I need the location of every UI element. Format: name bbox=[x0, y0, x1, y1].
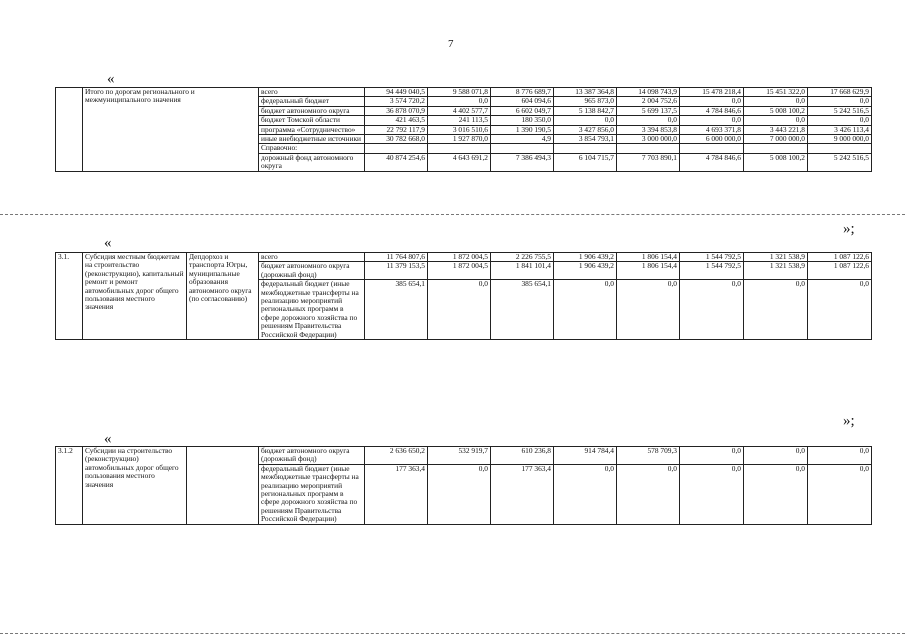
close-quote: »; bbox=[843, 413, 855, 429]
value-cell: 2 226 755,5 bbox=[491, 253, 554, 262]
value-cell: 8 776 689,7 bbox=[491, 88, 554, 97]
value-cell: 4 402 577,7 bbox=[428, 106, 491, 115]
value-cell: 0,0 bbox=[744, 464, 808, 524]
value-cell: 1 927 870,0 bbox=[428, 135, 491, 144]
value-cell: 0,0 bbox=[680, 447, 744, 465]
value-cell: 0,0 bbox=[744, 280, 808, 340]
value-cell: 94 449 040,5 bbox=[365, 88, 428, 97]
value-cell: 0,0 bbox=[680, 116, 744, 125]
funding-source: бюджет Томской области bbox=[259, 116, 365, 125]
value-cell bbox=[428, 144, 491, 153]
value-cell: 1 087 122,6 bbox=[808, 262, 872, 280]
value-cell: 578 709,3 bbox=[617, 447, 680, 465]
value-cell: 15 451 322,0 bbox=[744, 88, 808, 97]
value-cell: 2 004 752,6 bbox=[617, 97, 680, 106]
value-cell bbox=[491, 144, 554, 153]
value-cell: 914 784,4 bbox=[554, 447, 617, 465]
value-cell: 0,0 bbox=[554, 464, 617, 524]
value-cell: 0,0 bbox=[744, 116, 808, 125]
value-cell: 5 138 842,7 bbox=[554, 106, 617, 115]
page-number: 7 bbox=[448, 38, 454, 50]
value-cell: 15 478 218,4 bbox=[680, 88, 744, 97]
value-cell: 1 806 154,4 bbox=[617, 262, 680, 280]
value-cell: 7 000 000,0 bbox=[744, 135, 808, 144]
value-cell: 3 443 221,8 bbox=[744, 125, 808, 134]
table-row bbox=[56, 88, 872, 97]
value-cell: 3 394 853,8 bbox=[617, 125, 680, 134]
value-cell: 0,0 bbox=[680, 464, 744, 524]
value-cell: 14 098 743,9 bbox=[617, 88, 680, 97]
value-cell: 0,0 bbox=[428, 464, 491, 524]
open-quote: « bbox=[104, 235, 112, 251]
value-cell bbox=[365, 144, 428, 153]
value-cell: 0,0 bbox=[808, 447, 872, 465]
value-cell: 1 321 538,9 bbox=[744, 253, 808, 262]
value-cell: 0,0 bbox=[554, 280, 617, 340]
value-cell bbox=[554, 144, 617, 153]
value-cell: 1 806 154,4 bbox=[617, 253, 680, 262]
value-cell: 0,0 bbox=[428, 280, 491, 340]
value-cell: 13 387 364,8 bbox=[554, 88, 617, 97]
value-cell: 177 363,4 bbox=[365, 464, 428, 524]
value-cell: 0,0 bbox=[744, 447, 808, 465]
funding-source: иные внебюджетные источники bbox=[259, 135, 365, 144]
value-cell bbox=[744, 144, 808, 153]
value-cell: 22 792 117,9 bbox=[365, 125, 428, 134]
value-cell: 3 426 113,4 bbox=[808, 125, 872, 134]
row-number-cell bbox=[56, 88, 83, 172]
value-cell: 1 906 439,2 bbox=[554, 253, 617, 262]
item-name: Субсидии на строительство (реконструкцию) автомобильных дорог общего пользования местного значения bbox=[83, 447, 187, 525]
value-cell: 177 363,4 bbox=[491, 464, 554, 524]
value-cell: 385 654,1 bbox=[491, 280, 554, 340]
value-cell: 5 242 516,5 bbox=[808, 153, 872, 171]
value-cell: 0,0 bbox=[680, 97, 744, 106]
funding-source: дорожный фонд автономного округа bbox=[259, 153, 365, 171]
value-cell: 6 000 000,0 bbox=[680, 135, 744, 144]
value-cell: 0,0 bbox=[617, 280, 680, 340]
value-cell: 4 643 691,2 bbox=[428, 153, 491, 171]
scan-line bbox=[0, 633, 905, 634]
row-label: Итого по дорогам регионального и межмуниципального значения bbox=[83, 88, 259, 172]
value-cell: 1 872 004,5 bbox=[428, 253, 491, 262]
value-cell: 36 878 070,9 bbox=[365, 106, 428, 115]
funding-source: бюджет автономного округа (дорожный фонд) bbox=[259, 447, 365, 465]
value-cell: 180 350,0 bbox=[491, 116, 554, 125]
value-cell: 1 544 792,5 bbox=[680, 253, 744, 262]
funding-source: всего bbox=[259, 88, 365, 97]
value-cell: 11 764 807,6 bbox=[365, 253, 428, 262]
funding-source: федеральный бюджет bbox=[259, 97, 365, 106]
value-cell: 532 919,7 bbox=[428, 447, 491, 465]
value-cell: 4,9 bbox=[491, 135, 554, 144]
value-cell: 421 463,5 bbox=[365, 116, 428, 125]
value-cell: 17 668 629,9 bbox=[808, 88, 872, 97]
close-quote: »; bbox=[843, 221, 855, 237]
value-cell: 4 693 371,8 bbox=[680, 125, 744, 134]
value-cell: 0,0 bbox=[617, 116, 680, 125]
value-cell: 5 008 100,2 bbox=[744, 106, 808, 115]
value-cell: 3 427 856,0 bbox=[554, 125, 617, 134]
value-cell: 7 386 494,3 bbox=[491, 153, 554, 171]
executor bbox=[187, 447, 259, 525]
value-cell: 1 087 122,6 bbox=[808, 253, 872, 262]
open-quote: « bbox=[107, 71, 115, 87]
subsidy-table-3-1 bbox=[55, 252, 872, 340]
value-cell: 4 784 846,6 bbox=[680, 106, 744, 115]
value-cell: 6 104 715,7 bbox=[554, 153, 617, 171]
value-cell: 3 000 000,0 bbox=[617, 135, 680, 144]
value-cell: 3 854 793,1 bbox=[554, 135, 617, 144]
value-cell: 1 390 190,5 bbox=[491, 125, 554, 134]
value-cell: 5 242 516,5 bbox=[808, 106, 872, 115]
value-cell: 604 094,6 bbox=[491, 97, 554, 106]
value-cell: 0,0 bbox=[808, 116, 872, 125]
item-name: Субсидия местным бюджетам на строительство (реконструкцию), капитальный ремонт и ремонт автомобильных дорог общего пользования местного значения bbox=[83, 253, 187, 340]
funding-source: Справочно: bbox=[259, 144, 365, 153]
open-quote: « bbox=[104, 431, 112, 447]
table-row bbox=[56, 447, 872, 465]
value-cell: 30 782 668,0 bbox=[365, 135, 428, 144]
table-row bbox=[56, 253, 872, 262]
value-cell bbox=[680, 144, 744, 153]
value-cell bbox=[617, 144, 680, 153]
value-cell: 11 379 153,5 bbox=[365, 262, 428, 280]
value-cell: 1 544 792,5 bbox=[680, 262, 744, 280]
value-cell: 610 236,8 bbox=[491, 447, 554, 465]
value-cell: 1 872 004,5 bbox=[428, 262, 491, 280]
executor: Депдорхоз и транспорта Югры, муниципальные образования автономного округа (по согласованию) bbox=[187, 253, 259, 340]
value-cell: 0,0 bbox=[808, 280, 872, 340]
funding-source: программа «Сотрудничество» bbox=[259, 125, 365, 134]
value-cell: 3 016 510,6 bbox=[428, 125, 491, 134]
value-cell: 965 873,0 bbox=[554, 97, 617, 106]
value-cell: 7 703 890,1 bbox=[617, 153, 680, 171]
totals-table bbox=[55, 87, 872, 172]
value-cell: 385 654,1 bbox=[365, 280, 428, 340]
value-cell: 40 874 254,6 bbox=[365, 153, 428, 171]
value-cell bbox=[808, 144, 872, 153]
value-cell: 5 008 100,2 bbox=[744, 153, 808, 171]
item-number: 3.1.2 bbox=[56, 447, 83, 525]
value-cell: 0,0 bbox=[554, 116, 617, 125]
value-cell: 5 699 137,5 bbox=[617, 106, 680, 115]
value-cell: 9 000 000,0 bbox=[808, 135, 872, 144]
value-cell: 0,0 bbox=[428, 97, 491, 106]
value-cell: 241 113,5 bbox=[428, 116, 491, 125]
value-cell: 0,0 bbox=[808, 97, 872, 106]
value-cell: 0,0 bbox=[680, 280, 744, 340]
item-number: 3.1. bbox=[56, 253, 83, 340]
funding-source: федеральный бюджет (иные межбюджетные трансферты на реализацию мероприятий региональных программ в сфере дорожного хозяйства по решениям Правительства Российской Федерации) bbox=[259, 464, 365, 524]
value-cell: 9 588 071,8 bbox=[428, 88, 491, 97]
value-cell: 0,0 bbox=[617, 464, 680, 524]
value-cell: 0,0 bbox=[744, 97, 808, 106]
scan-line bbox=[0, 214, 905, 215]
value-cell: 6 602 049,7 bbox=[491, 106, 554, 115]
value-cell: 0,0 bbox=[808, 464, 872, 524]
funding-source: бюджет автономного округа (дорожный фонд) bbox=[259, 262, 365, 280]
funding-source: бюджет автономного округа bbox=[259, 106, 365, 115]
value-cell: 3 574 720,2 bbox=[365, 97, 428, 106]
value-cell: 1 321 538,9 bbox=[744, 262, 808, 280]
value-cell: 1 906 439,2 bbox=[554, 262, 617, 280]
funding-source: федеральный бюджет (иные межбюджетные трансферты на реализацию мероприятий региональных программ в сфере дорожного хозяйства по решениям Правительства Российской Федерации) bbox=[259, 280, 365, 340]
value-cell: 4 784 846,6 bbox=[680, 153, 744, 171]
value-cell: 1 841 101,4 bbox=[491, 262, 554, 280]
value-cell: 2 636 650,2 bbox=[365, 447, 428, 465]
subsidy-table-3-1-2 bbox=[55, 446, 872, 525]
funding-source: всего bbox=[259, 253, 365, 262]
